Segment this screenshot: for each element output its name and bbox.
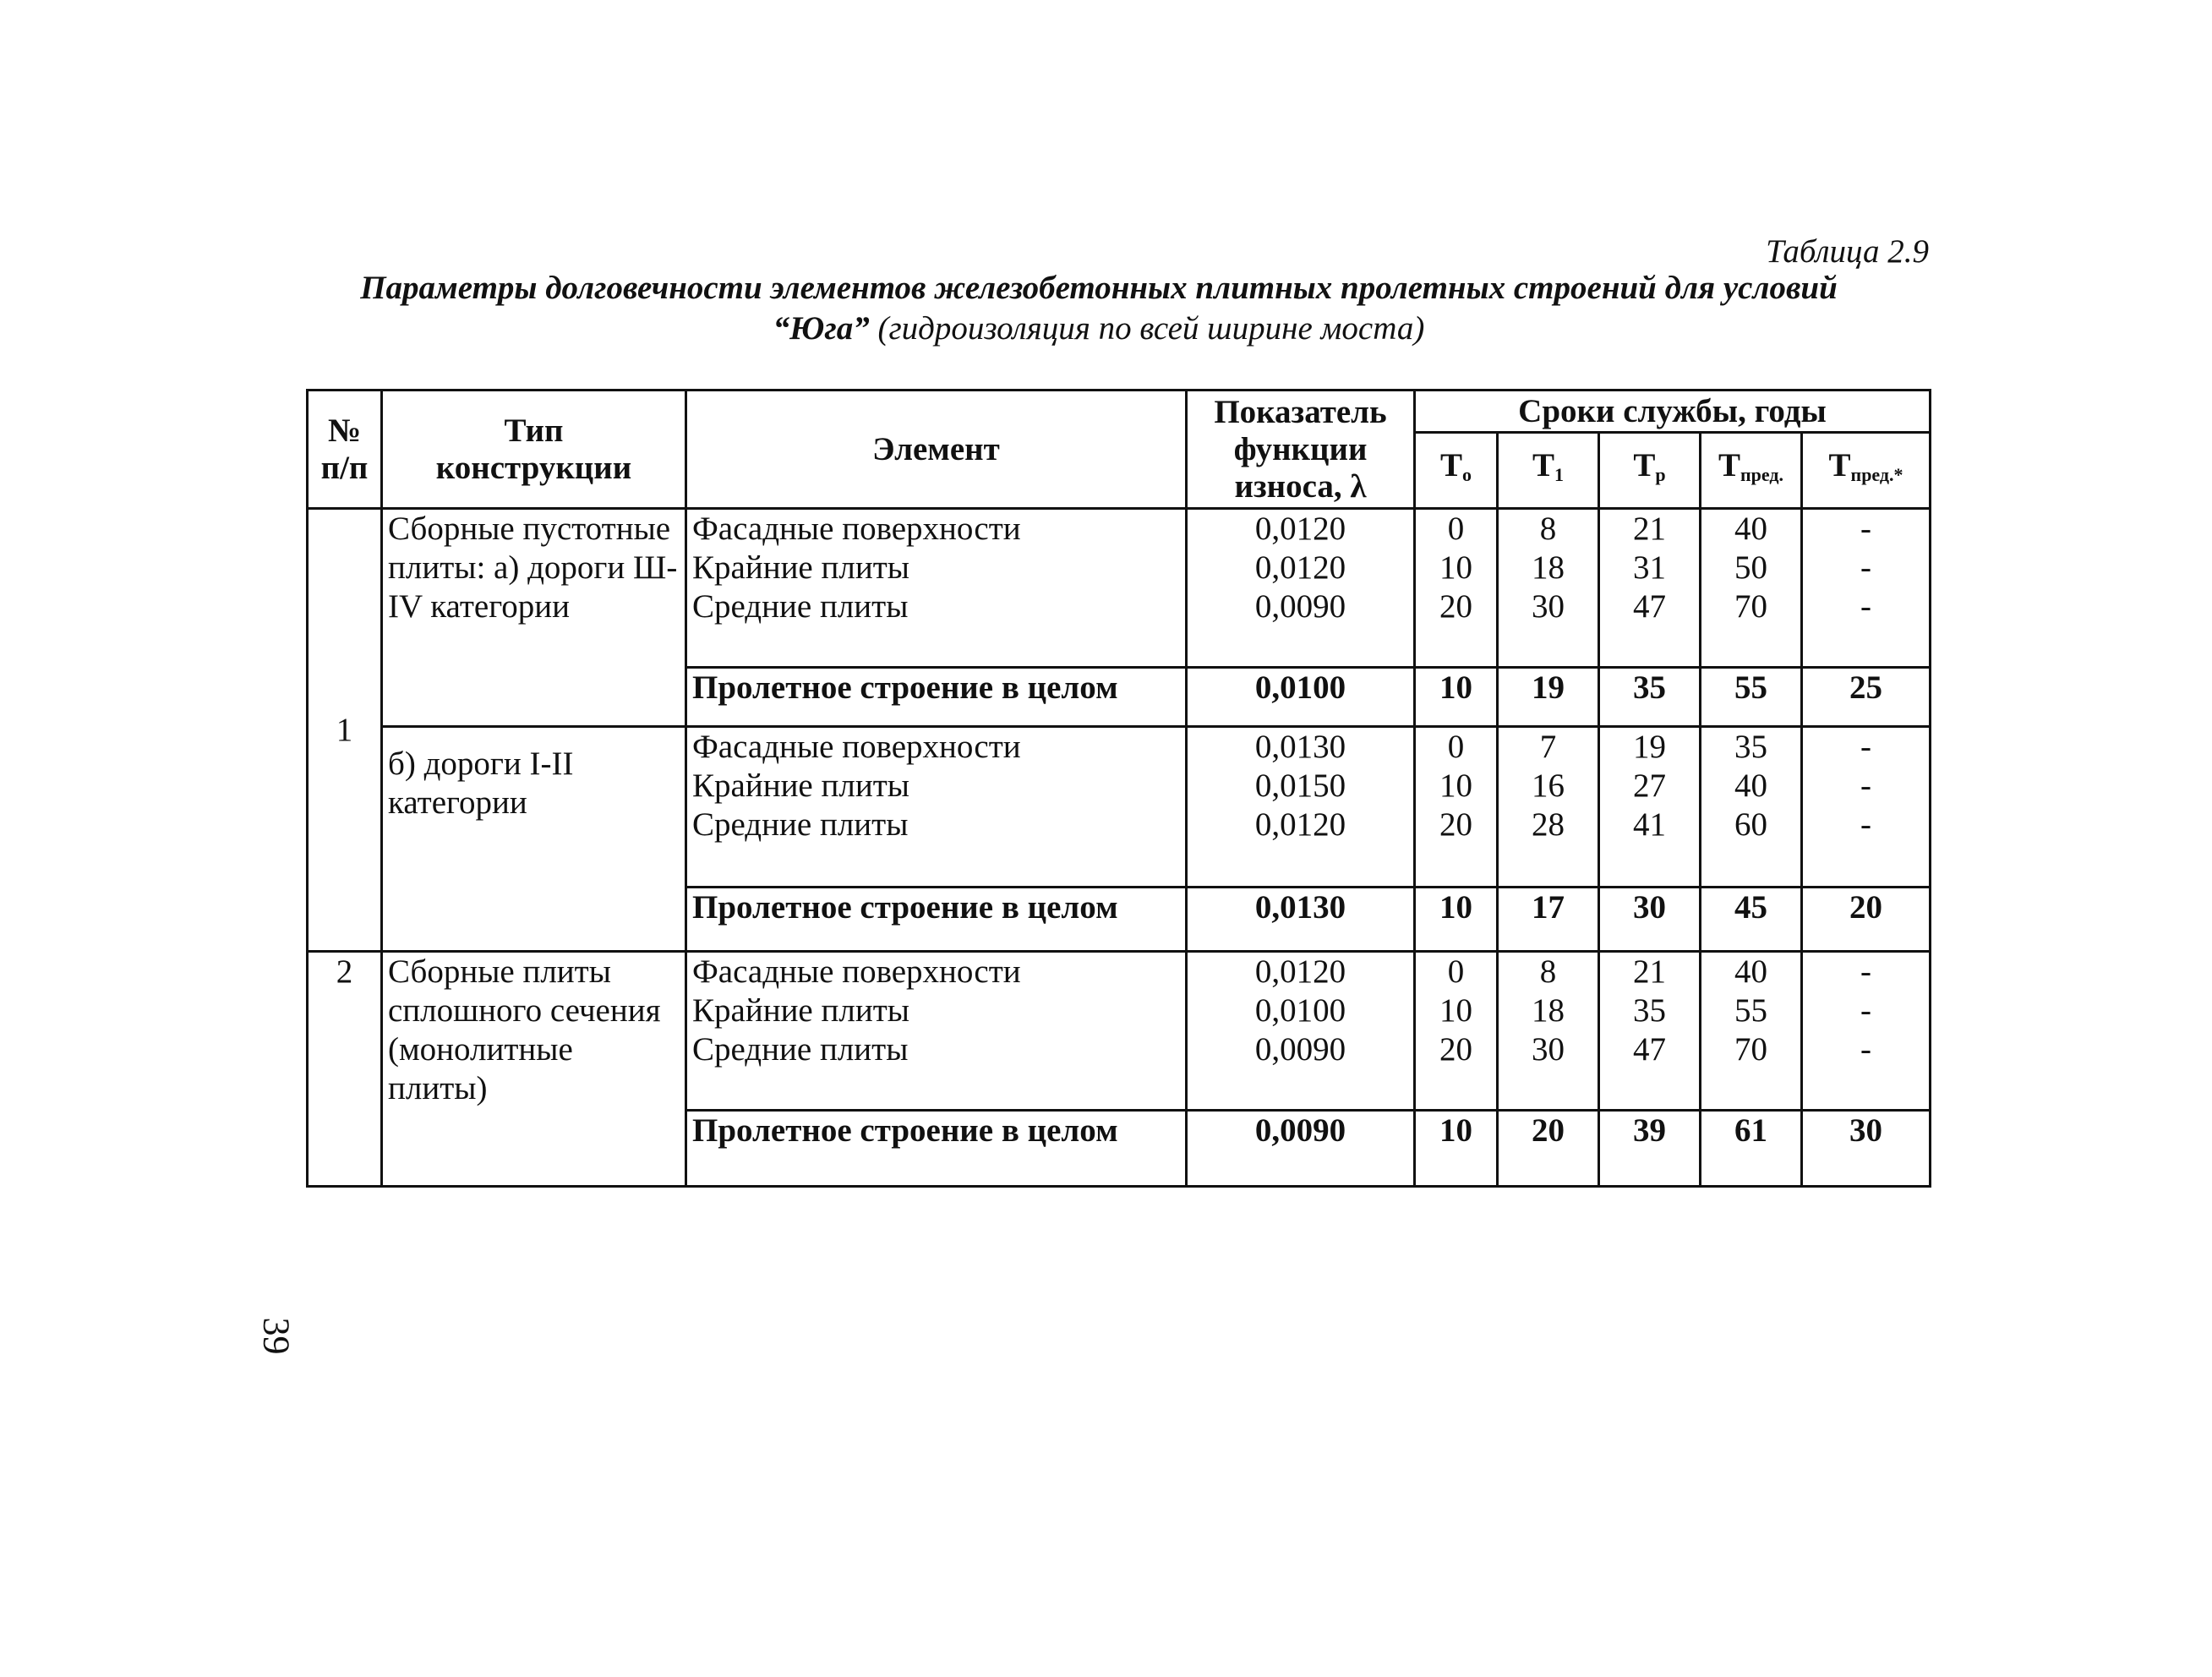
construction-type-b: б) дороги I-II категории: [382, 727, 686, 952]
caption-title: Параметры долговечности элементов железобетонных плитных пролетных строений для условий: [360, 270, 1838, 306]
t1-values: 8 18 30: [1498, 952, 1599, 1111]
total-t0: 10: [1415, 668, 1498, 727]
element-list: Фасадные поверхности Крайние плиты Средние плиты: [686, 952, 1187, 1111]
header-element: Элемент: [686, 391, 1187, 509]
caption-note: (гидроизоляция по всей ширине моста): [869, 310, 1425, 347]
lambda-values: 0,0120 0,0100 0,0090: [1187, 952, 1415, 1111]
header-num: № п/п: [308, 391, 382, 509]
tp-values: 21 31 47: [1599, 509, 1701, 668]
tpred-values: 40 55 70: [1701, 952, 1802, 1111]
t0-values: 0 10 20: [1415, 727, 1498, 888]
total-t1: 17: [1498, 888, 1599, 952]
tpred-values: 40 50 70: [1701, 509, 1802, 668]
total-lambda: 0,0100: [1187, 668, 1415, 727]
tp-values: 19 27 41: [1599, 727, 1701, 888]
total-tpred-star: 30: [1802, 1111, 1931, 1187]
tpred-star-values: - - -: [1802, 509, 1931, 668]
t0-values: 0 10 20: [1415, 509, 1498, 668]
page-number: 39: [255, 1317, 298, 1355]
total-tp: 30: [1599, 888, 1701, 952]
header-tpred-star: $T_{пред.*}$: [1802, 433, 1931, 509]
total-lambda: 0,0090: [1187, 1111, 1415, 1187]
total-t1: 19: [1498, 668, 1599, 727]
t1-values: 8 18 30: [1498, 509, 1599, 668]
total-label: Пролетное строение в целом: [686, 1111, 1187, 1187]
table-number: Таблица 2.9: [1766, 233, 1929, 270]
header-tpred: $T_{пред.}$: [1701, 433, 1802, 509]
tpred-values: 35 40 60: [1701, 727, 1802, 888]
total-label: Пролетное строение в целом: [686, 888, 1187, 952]
table-row: [308, 509, 1931, 668]
construction-type: Сборные плиты сплошного сечения (монолитные плиты): [382, 952, 686, 1187]
header-type: Тип конструкции: [382, 391, 686, 509]
header-t0: $T_о$: [1415, 433, 1498, 509]
header-service-life: Сроки службы, годы: [1415, 391, 1931, 433]
t1-values: 7 16 28: [1498, 727, 1599, 888]
header-lambda: Показатель функции износа, λ: [1187, 391, 1415, 509]
total-tpred-star: 20: [1802, 888, 1931, 952]
header-t1: $T_1$: [1498, 433, 1599, 509]
element-list: Фасадные поверхности Крайние плиты Средние плиты: [686, 509, 1187, 668]
durability-table: [306, 389, 1931, 1188]
total-tpred: 45: [1701, 888, 1802, 952]
lambda-values: 0,0120 0,0120 0,0090: [1187, 509, 1415, 668]
total-lambda: 0,0130: [1187, 888, 1415, 952]
total-t0: 10: [1415, 888, 1498, 952]
lambda-values: 0,0130 0,0150 0,0120: [1187, 727, 1415, 888]
table-row: [308, 727, 1931, 888]
total-tp: 35: [1599, 668, 1701, 727]
total-tp: 39: [1599, 1111, 1701, 1187]
total-t1: 20: [1498, 1111, 1599, 1187]
construction-type-a: Сборные пустотные плиты: а) дороги Ш-IV категории: [382, 509, 686, 727]
total-t0: 10: [1415, 1111, 1498, 1187]
header-tp: $T_р$: [1599, 433, 1701, 509]
total-tpred: 55: [1701, 668, 1802, 727]
caption-region: “Юга”: [773, 310, 870, 347]
row-num: 1: [308, 509, 382, 952]
element-list: Фасадные поверхности Крайние плиты Средние плиты: [686, 727, 1187, 888]
table-row: [308, 952, 1931, 1111]
tpred-star-values: - - -: [1802, 727, 1931, 888]
total-tpred-star: 25: [1802, 668, 1931, 727]
row-num: 2: [308, 952, 382, 1187]
table-caption: [254, 268, 1944, 349]
total-label: Пролетное строение в целом: [686, 668, 1187, 727]
total-tpred: 61: [1701, 1111, 1802, 1187]
tp-values: 21 35 47: [1599, 952, 1701, 1111]
tpred-star-values: - - -: [1802, 952, 1931, 1111]
t0-values: 0 10 20: [1415, 952, 1498, 1111]
